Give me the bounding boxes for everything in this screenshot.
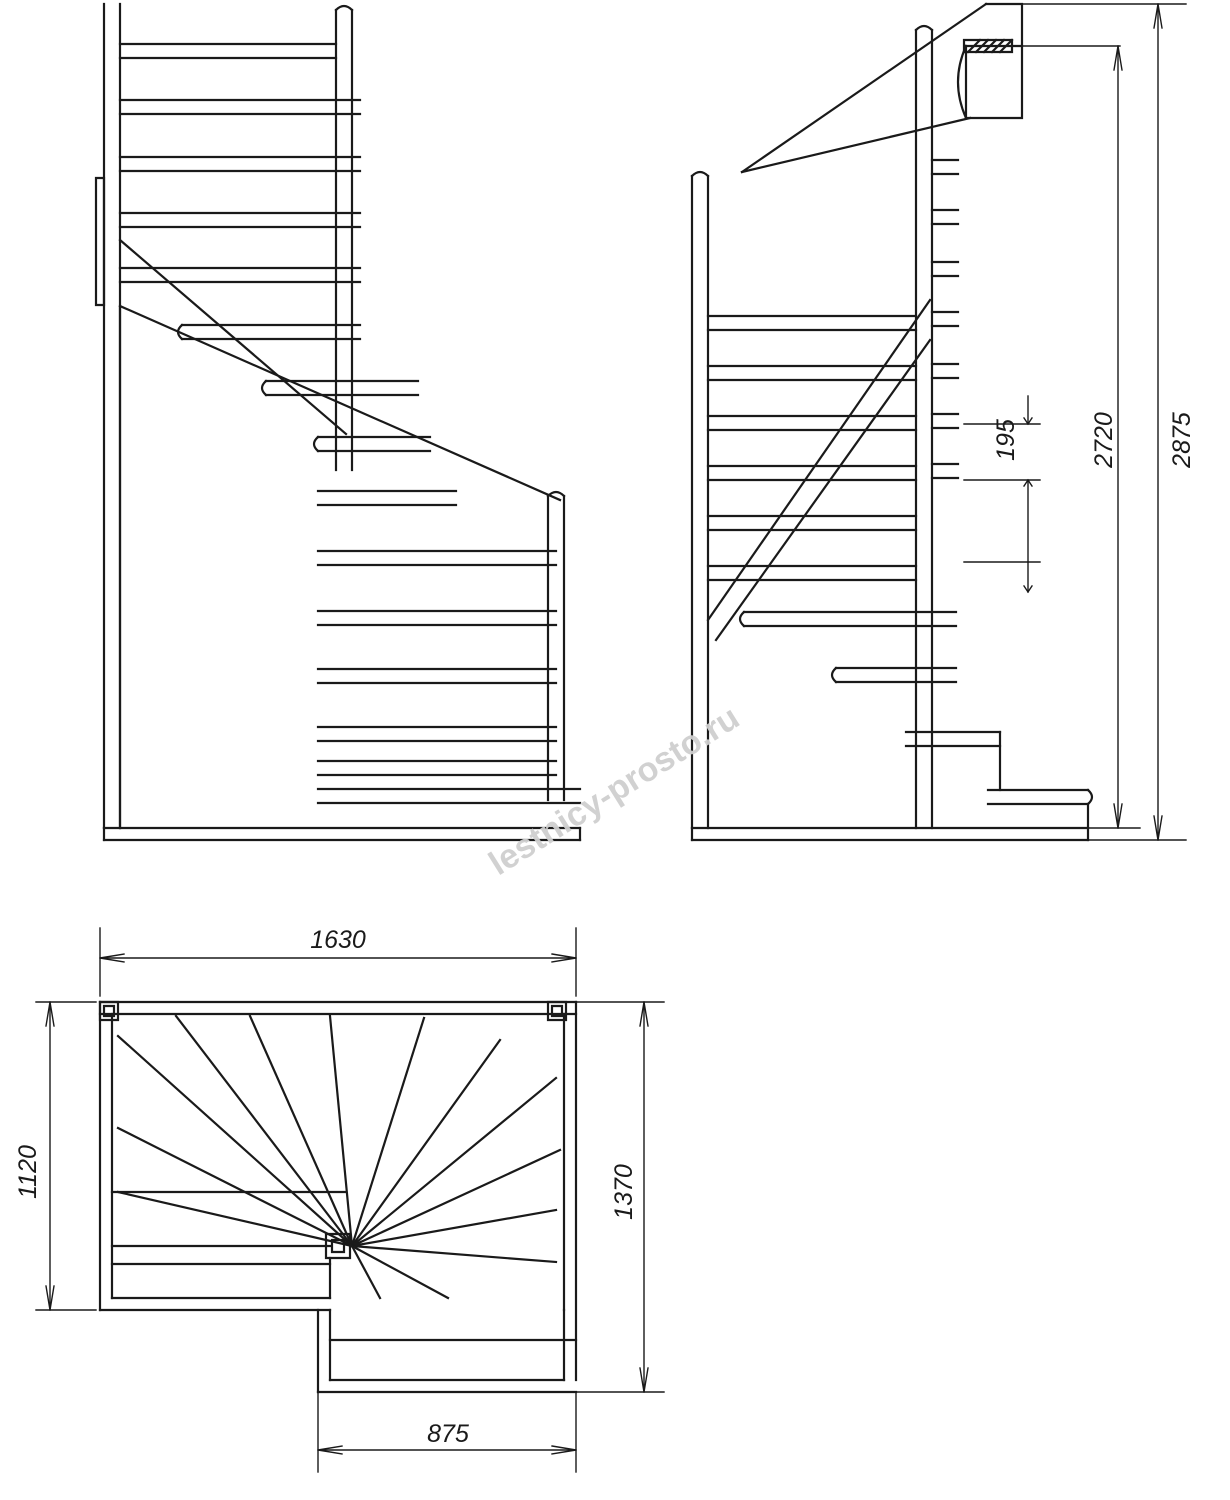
dim-plan-depth-1370: 1370 [610, 1164, 638, 1220]
front-elevation-geometry [96, 4, 580, 840]
side-elevation-geometry [692, 4, 1092, 840]
dim-total-rise-2720: 2720 [1090, 412, 1118, 468]
dimension-labels [14, 412, 1196, 1448]
plan-view-geometry [100, 1002, 576, 1392]
dim-plan-width-1630: 1630 [310, 926, 366, 954]
dim-plan-depth-1120: 1120 [14, 1145, 42, 1199]
plan-dimension-lines [36, 928, 664, 1472]
dim-total-height-2875: 2875 [1168, 412, 1196, 468]
watermark-text: lestnicy-prosto.ru [482, 698, 747, 883]
dim-plan-lower-width-875: 875 [427, 1420, 469, 1448]
dim-riser-195: 195 [992, 419, 1020, 461]
